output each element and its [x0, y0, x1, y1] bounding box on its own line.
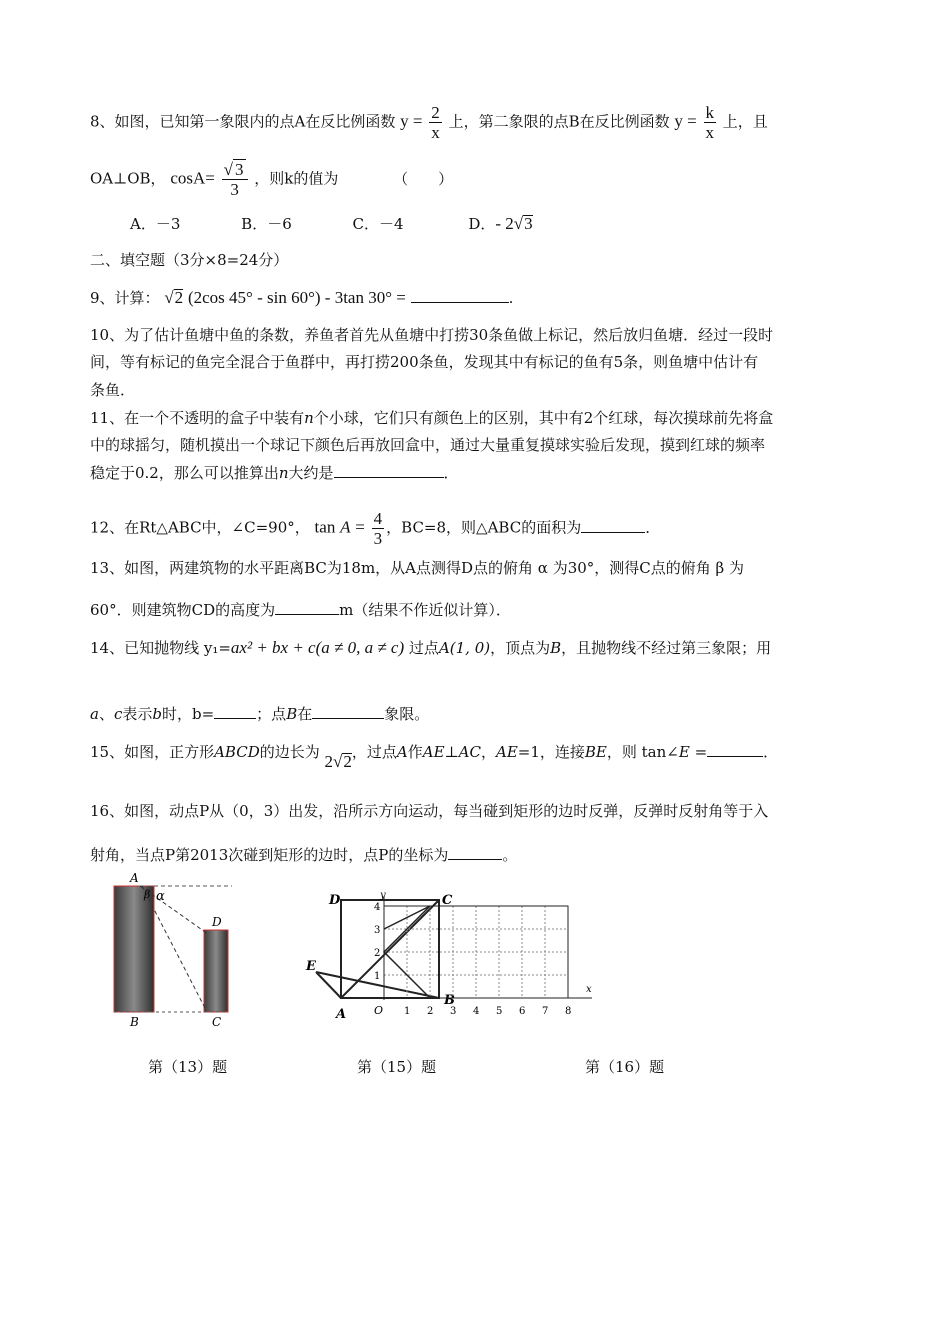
- building-ab: [114, 886, 154, 1012]
- q13-blank[interactable]: [275, 600, 339, 615]
- label-b: B: [444, 993, 455, 1008]
- q16-line1: 16、如图，动点P从（0，3）出发，沿所示方向运动，每当碰到矩形的边时反弹，反弹时反射角等于入: [90, 802, 769, 820]
- y-tick-label: 2: [374, 948, 381, 959]
- q9-blank[interactable]: [411, 288, 509, 303]
- y-tick-label: 1: [374, 971, 381, 982]
- x-tick-label: 1: [404, 1006, 411, 1017]
- label-c: C: [212, 1015, 222, 1029]
- label-c: C: [442, 893, 453, 908]
- x-tick-label: 2: [427, 1006, 434, 1017]
- q10-line2: 间，等有标记的鱼完全混合于鱼群中，再打捞200条鱼，发现其中有标记的鱼有5条，则鱼塘中估计有: [90, 353, 759, 371]
- label-a: A: [336, 1007, 347, 1022]
- caption-15: 第（15）题: [357, 1058, 437, 1076]
- label-alpha: α: [156, 889, 165, 904]
- q8-text: 8、如图，已知第一象限内的点A在反比例函数: [90, 112, 396, 131]
- label-o: O: [374, 1004, 384, 1017]
- option-d: D．- 2√3: [468, 214, 533, 233]
- label-d: D: [329, 893, 341, 908]
- building-cd: [204, 930, 228, 1012]
- label-y: y: [380, 890, 386, 901]
- q11-line1: 11、在一个不透明的盒子中装有n个小球，它们只有颜色上的区别，其中有2个红球，每次摸球前先将盒: [90, 409, 774, 427]
- q8-frac1: $\frac{2}{x}$: [431, 103, 440, 142]
- section-heading: 二、填空题（3分×8=24分）: [90, 251, 289, 269]
- label-a: A: [130, 872, 139, 885]
- q12: 12、在Rt△ABC中，∠C=90°， tan A = $\frac{4}{3}$ ，BC=8，则△ABC的面积为 ．: [90, 509, 661, 548]
- q14-blank-b[interactable]: [214, 704, 256, 719]
- figure-13: [108, 872, 248, 1030]
- y-tick-label: 3: [374, 925, 381, 936]
- label-d: D: [212, 915, 222, 929]
- q14-line2: a、c表示b时，b= ；点B在 象限。: [90, 705, 430, 723]
- q13-line2: 60°．则建筑物CD的高度为 m（结果不作近似计算）．: [90, 601, 511, 619]
- label-e: E: [306, 959, 316, 974]
- figure-15-16: [304, 884, 604, 1030]
- x-tick-label: 8: [565, 1006, 572, 1017]
- label-b: B: [130, 1015, 139, 1029]
- label-beta: β: [144, 888, 151, 901]
- q12-frac: $\frac{4}{3}$: [373, 509, 383, 548]
- label-x: x: [586, 984, 592, 995]
- q8-line2: OA⊥OB， cosA= $\frac{√ 3}{3}$ ，则k的值为 （ ）: [90, 160, 454, 199]
- y-tick-label: 4: [374, 902, 381, 913]
- q14-line1: 14、已知抛物线 y₁=ax² + bx + c(a ≠ 0, a ≠ c) 过点A(1, 0)，顶点为B，且抛物线不经过第三象限；用: [90, 638, 772, 657]
- q11-line3: 稳定于0.2，那么可以推算出n大约是 ．: [90, 464, 459, 482]
- x-tick-label: 4: [473, 1006, 480, 1017]
- q8-frac2: $\frac{k}{x}$: [705, 103, 715, 142]
- q8-line1: 8、如图，已知第一象限内的点A在反比例函数 y = $\frac{2}{x}$ 上，第二象限的点B在反比例函数 y = $\frac{k}{x}$ 上，且: [90, 103, 768, 142]
- option-c: C．－4: [352, 215, 404, 233]
- x-tick-label: 5: [496, 1006, 503, 1017]
- option-b: B．－6: [241, 215, 292, 233]
- caption-16: 第（16）题: [585, 1058, 665, 1076]
- diagonal-ac: [341, 900, 439, 998]
- caption-13: 第（13）题: [148, 1058, 228, 1076]
- q15: 15、如图，正方形ABCD的边长为 2√2，过点A作AE⊥AC，AE=1，连接BE，则 tan∠E = ．: [90, 743, 779, 771]
- x-tick-labels: [404, 1006, 571, 1017]
- q9: 9、计算： √2 (2cos 45° - sin 60°) - 3tan 30° = .: [90, 288, 514, 307]
- q8-cos-frac: $\frac{√ 3}{3}$: [222, 160, 248, 199]
- q11-line2: 中的球摇匀，随机摸出一个球记下颜色后再放回盒中，通过大量重复摸球实验后发现，摸到红球的频率: [90, 436, 766, 454]
- q14-blank-quadrant[interactable]: [312, 704, 384, 719]
- grid-16: [384, 906, 568, 998]
- q10-line1: 10、为了估计鱼塘中鱼的条数，养鱼者首先从鱼塘中打捞30条鱼做上标记，然后放归鱼塘．经过一段时: [90, 326, 774, 344]
- x-tick-label: 7: [542, 1006, 549, 1017]
- q15-blank[interactable]: [707, 742, 763, 757]
- q10-line3: 条鱼．: [90, 381, 136, 399]
- q8-y1: y =: [400, 111, 423, 131]
- x-tick-label: 6: [519, 1006, 526, 1017]
- x-tick-label: 3: [450, 1006, 457, 1017]
- q11-blank[interactable]: [334, 463, 444, 478]
- q13-line1: 13、如图，两建筑物的水平距离BC为18m，从A点测得D点的俯角 α 为30°，测得C点的俯角 β 为: [90, 559, 744, 577]
- y-tick-labels: [374, 902, 380, 982]
- option-a: A．－3: [130, 215, 181, 233]
- q16-blank[interactable]: [448, 845, 502, 860]
- q8-options: [130, 214, 533, 234]
- q12-blank[interactable]: [581, 518, 645, 533]
- q16-line2: 射角，当点P第2013次碰到矩形的边时，点P的坐标为 。: [90, 846, 518, 864]
